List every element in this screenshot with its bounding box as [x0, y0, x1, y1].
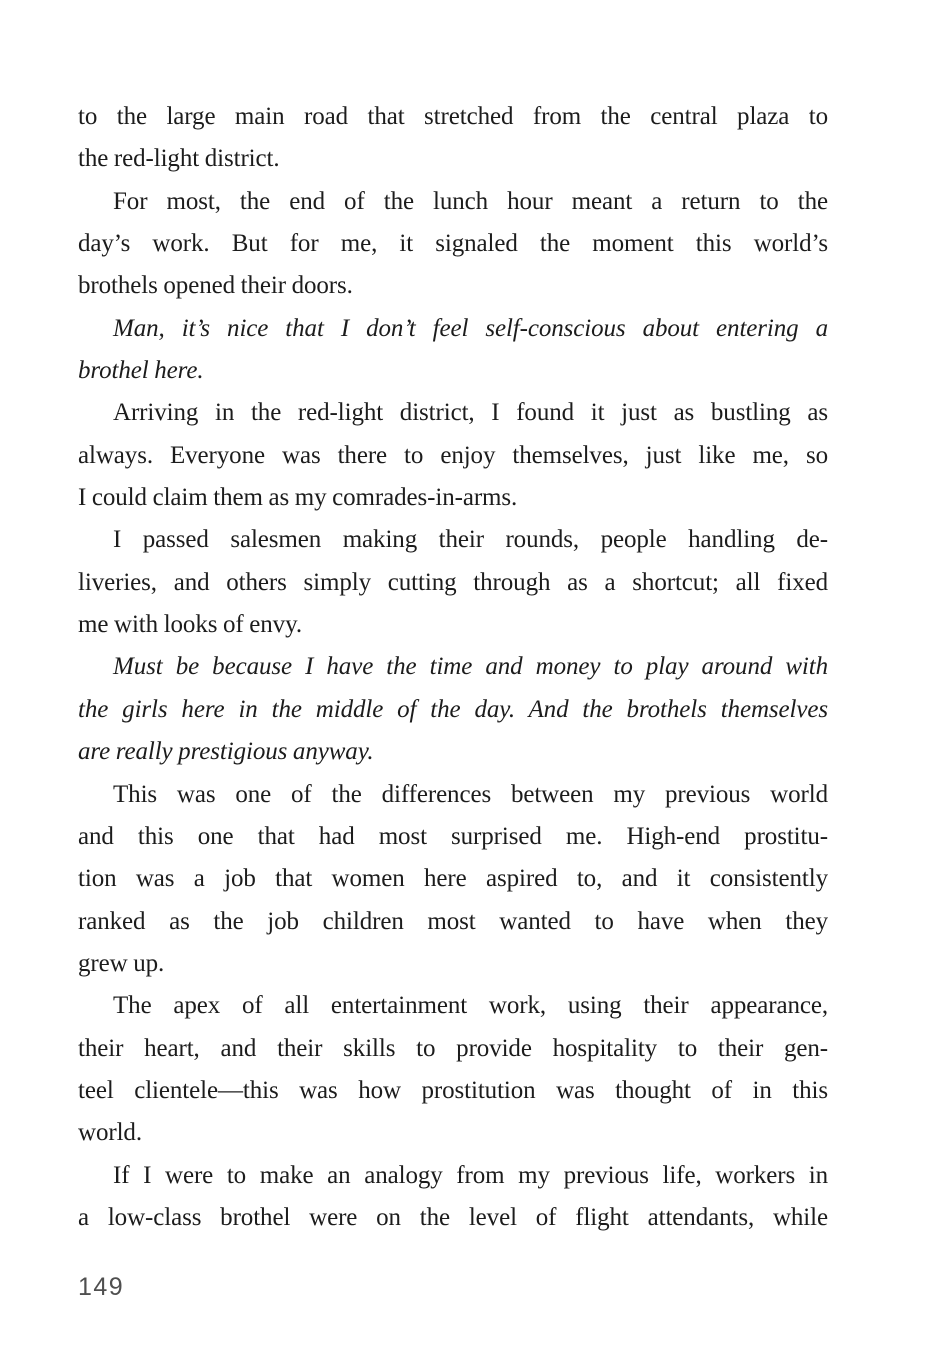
page-number: 149 — [78, 1273, 125, 1301]
text-line: If I were to make an analogy from my previous life, workers in — [113, 1161, 828, 1189]
text-line: world. — [78, 1119, 142, 1147]
text-block — [78, 96, 828, 1239]
text-line: Man, it’s nice that I don’t feel self-conscious about entering a — [113, 314, 828, 342]
text-line: For most, the end of the lunch hour meant a return to the — [113, 187, 828, 215]
text-line: tion was a job that women here aspired to, and it consistently — [78, 865, 828, 893]
text-line: I passed salesmen making their rounds, people handling de- — [113, 526, 828, 554]
text-line: This was one of the differences between my previous world — [113, 780, 828, 808]
text-line: liveries, and others simply cutting through as a shortcut; all fixed — [78, 568, 828, 596]
text-line: the girls here in the middle of the day. And the brothels themselves — [78, 695, 828, 723]
text-line: and this one that had most surprised me. High-end prostitu- — [78, 822, 828, 850]
text-line: to the large main road that stretched from the central plaza to — [78, 103, 828, 130]
text-line: a low-class brothel were on the level of flight attendants, while — [78, 1203, 828, 1231]
text-line: the red-light district. — [78, 145, 280, 173]
text-line: their heart, and their skills to provide hospitality to their gen- — [78, 1034, 828, 1062]
text-line: are really prestigious anyway. — [78, 738, 374, 766]
text-line: me with looks of envy. — [78, 611, 303, 639]
text-line: Must be because I have the time and money to play around with — [113, 653, 828, 681]
text-line: I could claim them as my comrades-in-arms. — [78, 484, 518, 512]
text-line: ranked as the job children most wanted to have when they — [78, 907, 828, 935]
text-line: Arriving in the red-light district, I found it just as bustling as — [113, 399, 828, 427]
text-line: brothel here. — [78, 357, 204, 385]
text-line: teel clientele—this was how prostitution was thought of in this — [78, 1076, 828, 1104]
text-line: grew up. — [78, 949, 165, 977]
text-line: The apex of all entertainment work, using their appearance, — [113, 992, 828, 1020]
text-line: brothels opened their doors. — [78, 272, 353, 300]
text-line: always. Everyone was there to enjoy themselves, just like me, so — [78, 441, 828, 469]
text-line: day’s work. But for me, it signaled the moment this world’s — [78, 230, 828, 258]
